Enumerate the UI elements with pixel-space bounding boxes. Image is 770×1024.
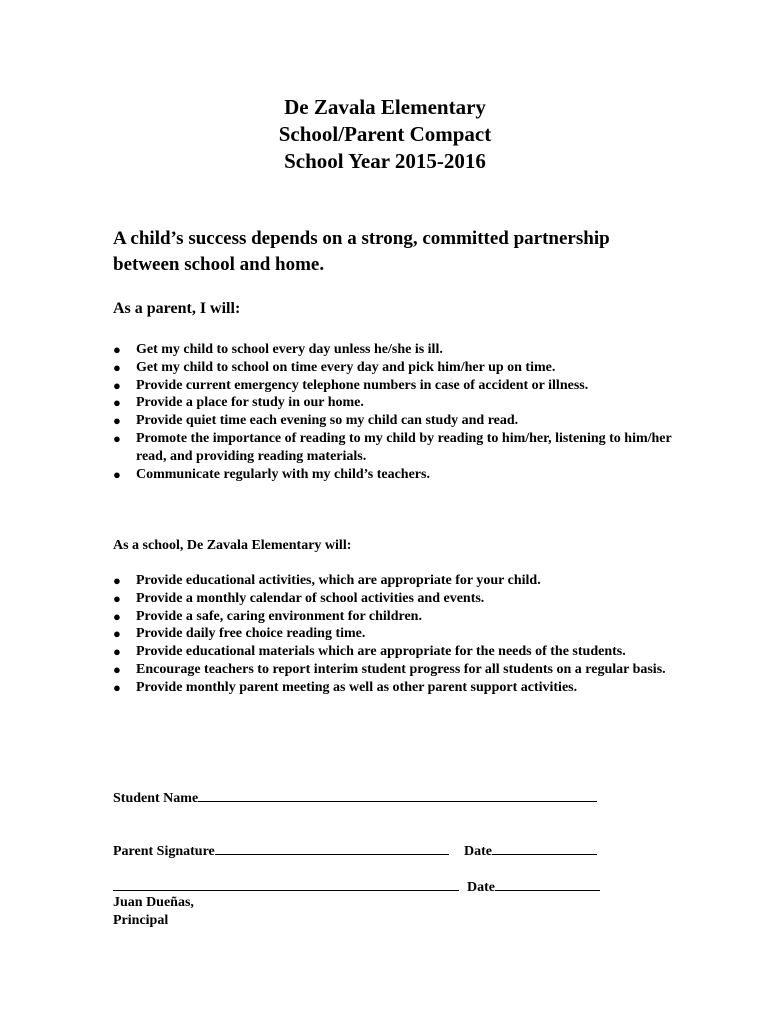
school-commitments-list xyxy=(113,572,673,697)
list-item xyxy=(113,661,673,679)
list-item-text: Communicate regularly with my child’s teachers. xyxy=(136,466,430,482)
list-item-text: Get my child to school every day unless he/she is ill. xyxy=(136,342,443,357)
list-item-text: Provide a safe, caring environment for children. xyxy=(136,608,422,624)
bullet-icon: ● xyxy=(113,430,121,446)
list-item xyxy=(113,572,673,590)
bullet-icon: ● xyxy=(113,608,121,624)
bullet-icon: ● xyxy=(113,626,121,642)
principal-signature-line[interactable] xyxy=(113,876,459,891)
student-name-label: Student Name xyxy=(113,791,199,806)
list-item-text: Provide daily free choice reading time. xyxy=(136,626,366,642)
school-section-heading: As a school, De Zavala Elementary will: xyxy=(113,538,352,553)
principal-date-field xyxy=(467,876,600,896)
list-item xyxy=(113,412,673,430)
bullet-icon: ● xyxy=(113,342,121,357)
parent-date-field xyxy=(464,840,597,860)
list-item-text: Provide educational materials which are appropriate for the needs of the students. xyxy=(136,644,626,660)
list-item xyxy=(113,466,673,484)
student-name-line[interactable] xyxy=(198,787,597,802)
bullet-icon: ● xyxy=(113,395,121,411)
school-year: School Year 2015-2016 xyxy=(284,149,486,173)
document-title: School/Parent Compact xyxy=(278,122,492,146)
list-item-text: Provide quiet time each evening so my child can study and read. xyxy=(136,413,519,429)
list-item-text: Get my child to school on time every day and pick him/her up on time. xyxy=(136,359,556,375)
title-block xyxy=(0,94,770,175)
principal-title: Principal xyxy=(113,913,169,928)
principal-date-line[interactable] xyxy=(495,876,600,891)
parent-signature-label: Parent Signature xyxy=(113,844,215,859)
bullet-icon: ● xyxy=(113,661,121,677)
bullet-icon: ● xyxy=(113,644,121,660)
list-item-text: Provide a monthly calendar of school activities and events. xyxy=(136,590,485,606)
list-item-text: Provide monthly parent meeting as well as other parent support activities. xyxy=(136,679,578,695)
parent-commitments-list xyxy=(113,341,673,483)
list-item xyxy=(113,608,673,626)
parent-section-heading: As a parent, I will: xyxy=(113,300,241,317)
principal-date-label: Date xyxy=(467,880,495,895)
lead-statement: A child’s success depends on a strong, committed partnership between school and home. xyxy=(113,228,610,275)
list-item xyxy=(113,430,673,466)
list-item xyxy=(113,643,673,661)
bullet-icon: ● xyxy=(113,573,121,588)
parent-signature-field xyxy=(113,840,449,860)
list-item xyxy=(113,679,673,697)
student-name-field xyxy=(113,787,597,807)
bullet-icon: ● xyxy=(113,590,121,606)
parent-date-label: Date xyxy=(464,844,492,859)
list-item xyxy=(113,625,673,643)
principal-name: Juan Dueñas, xyxy=(113,895,194,910)
list-item xyxy=(113,377,673,395)
school-name: De Zavala Elementary xyxy=(284,95,486,119)
bullet-icon: ● xyxy=(113,679,121,695)
parent-date-line[interactable] xyxy=(492,840,597,855)
list-item xyxy=(113,394,673,412)
list-item-text: Provide current emergency telephone numbers in case of accident or illness. xyxy=(136,377,589,393)
list-item xyxy=(113,359,673,377)
list-item xyxy=(113,590,673,608)
parent-signature-line[interactable] xyxy=(215,840,449,855)
list-item-text: Provide a place for study in our home. xyxy=(136,395,364,411)
bullet-icon: ● xyxy=(113,359,121,375)
bullet-icon: ● xyxy=(113,413,121,429)
bullet-icon: ● xyxy=(113,377,121,393)
principal-block xyxy=(113,894,194,930)
list-item-text: Provide educational activities, which are appropriate for your child. xyxy=(136,573,541,588)
bullet-icon: ● xyxy=(113,466,121,482)
list-item-text: Encourage teachers to report interim student progress for all students on a regular basis. xyxy=(136,661,666,677)
list-item xyxy=(113,341,673,359)
list-item-text: Promote the importance of reading to my child by reading to him/her, listening to him/her read, and providing reading materials. xyxy=(136,430,672,464)
